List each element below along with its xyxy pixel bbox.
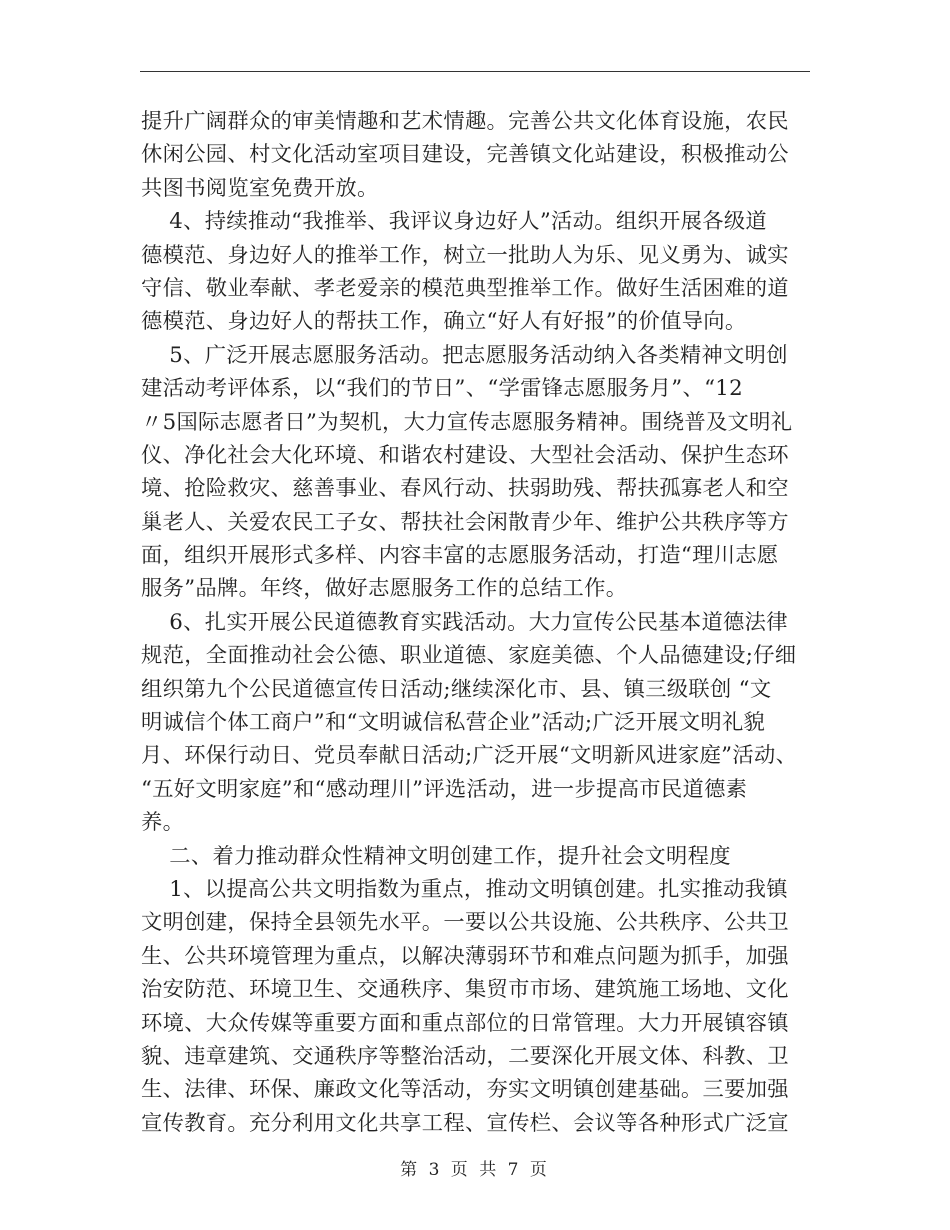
document-body [141,105,809,1140]
text-line: 守信、敬业奉献、孝老爱亲的模范典型推举工作。做好生活困难的道 [141,275,789,301]
text-line: 宣传教育。充分利用文化共享工程、宣传栏、会议等各种形式广泛宣 [141,1110,789,1136]
text-line: 明诚信个体工商户”和“文明诚信私营企业”活动;广泛开展文明礼貌 [141,710,766,736]
text-line: 养。 [141,810,185,836]
text-line: 建活动考评体系，以“我们的节日”、“学雷锋志愿服务月”、“12 [141,376,743,402]
text-line: 境、抢险救灾、慈善事业、春风行动、扶弱助残、帮扶孤寡老人和空 [141,476,789,502]
text-line: 4、持续推动“我推举、我评议身边好人”活动。组织开展各级道 [141,209,768,235]
text-line: 1、以提高公共文明指数为重点，推动文明镇创建。扎实推动我镇 [141,876,788,902]
text-line: 〃5国际志愿者日”为契机，大力宣传志愿服务精神。围绕普及文明礼 [141,409,793,435]
page-footer: 第 3 页 共 7 页 [400,1160,550,1180]
text-line: 貌、违章建筑、交通秩序等整治活动，二要深化开展文体、科教、卫 [141,1043,789,1069]
text-line: 德模范、身边好人的帮扶工作，确立“好人有好报”的价值导向。 [141,309,747,335]
text-line: 休闲公园、村文化活动室项目建设，完善镇文化站建设，积极推动公 [141,142,789,168]
text-line: 生、法律、环保、廉政文化等活动，夯实文明镇创建基础。三要加强 [141,1077,789,1103]
text-line: 生、公共环境管理为重点，以解决薄弱环节和难点问题为抓手，加强 [141,943,789,969]
text-line: 治安防范、环境卫生、交通秩序、集贸市市场、建筑施工场地、文化 [141,977,789,1003]
text-line: 文明创建，保持全县领先水平。一要以公共设施、公共秩序、公共卫 [141,910,789,936]
text-line: 共图书阅览室免费开放。 [141,175,379,201]
header-rule [140,71,810,72]
text-line: 规范，全面推动社会公德、职业道德、家庭美德、个人品德建设;仔细 [141,643,797,669]
text-line: 巢老人、关爱农民工子女、帮扶社会闲散青少年、维护公共秩序等方 [141,509,789,535]
text-line: 月、环保行动日、党员奉献日活动;广泛开展“文明新风进家庭”活动、 [141,743,798,769]
text-line: 环境、大众传媒等重要方面和重点部位的日常管理。大力开展镇容镇 [141,1010,789,1036]
text-line: 面，组织开展形式多样、内容丰富的志愿服务活动，打造“理川志愿 [141,543,779,569]
text-line: 提升广阔群众的审美情趣和艺术情趣。完善公共文化体育设施，农民 [141,109,789,134]
text-line: 二、着力推动群众性精神文明创建工作，提升社会文明程度 [141,843,731,869]
text-line: 德模范、身边好人的推举工作，树立一批助人为乐、见义勇为、诚实 [141,242,789,268]
text-line: 5、广泛开展志愿服务活动。把志愿服务活动纳入各类精神文明创 [141,342,788,368]
text-line: 6、扎实开展公民道德教育实践活动。大力宣传公民基本道德法律 [141,609,788,635]
text-line: 仪、净化社会大化环境、和谐农村建设、大型社会活动、保护生态环 [141,442,789,468]
text-line: 组织第九个公民道德宣传日活动;继续深化市、县、镇三级联创 “文 [141,676,772,702]
text-line: “五好文明家庭”和“感动理川”评选活动，进一步提高市民道德素 [141,776,748,802]
text-line: 服务”品牌。年终，做好志愿服务工作的总结工作。 [141,576,628,602]
